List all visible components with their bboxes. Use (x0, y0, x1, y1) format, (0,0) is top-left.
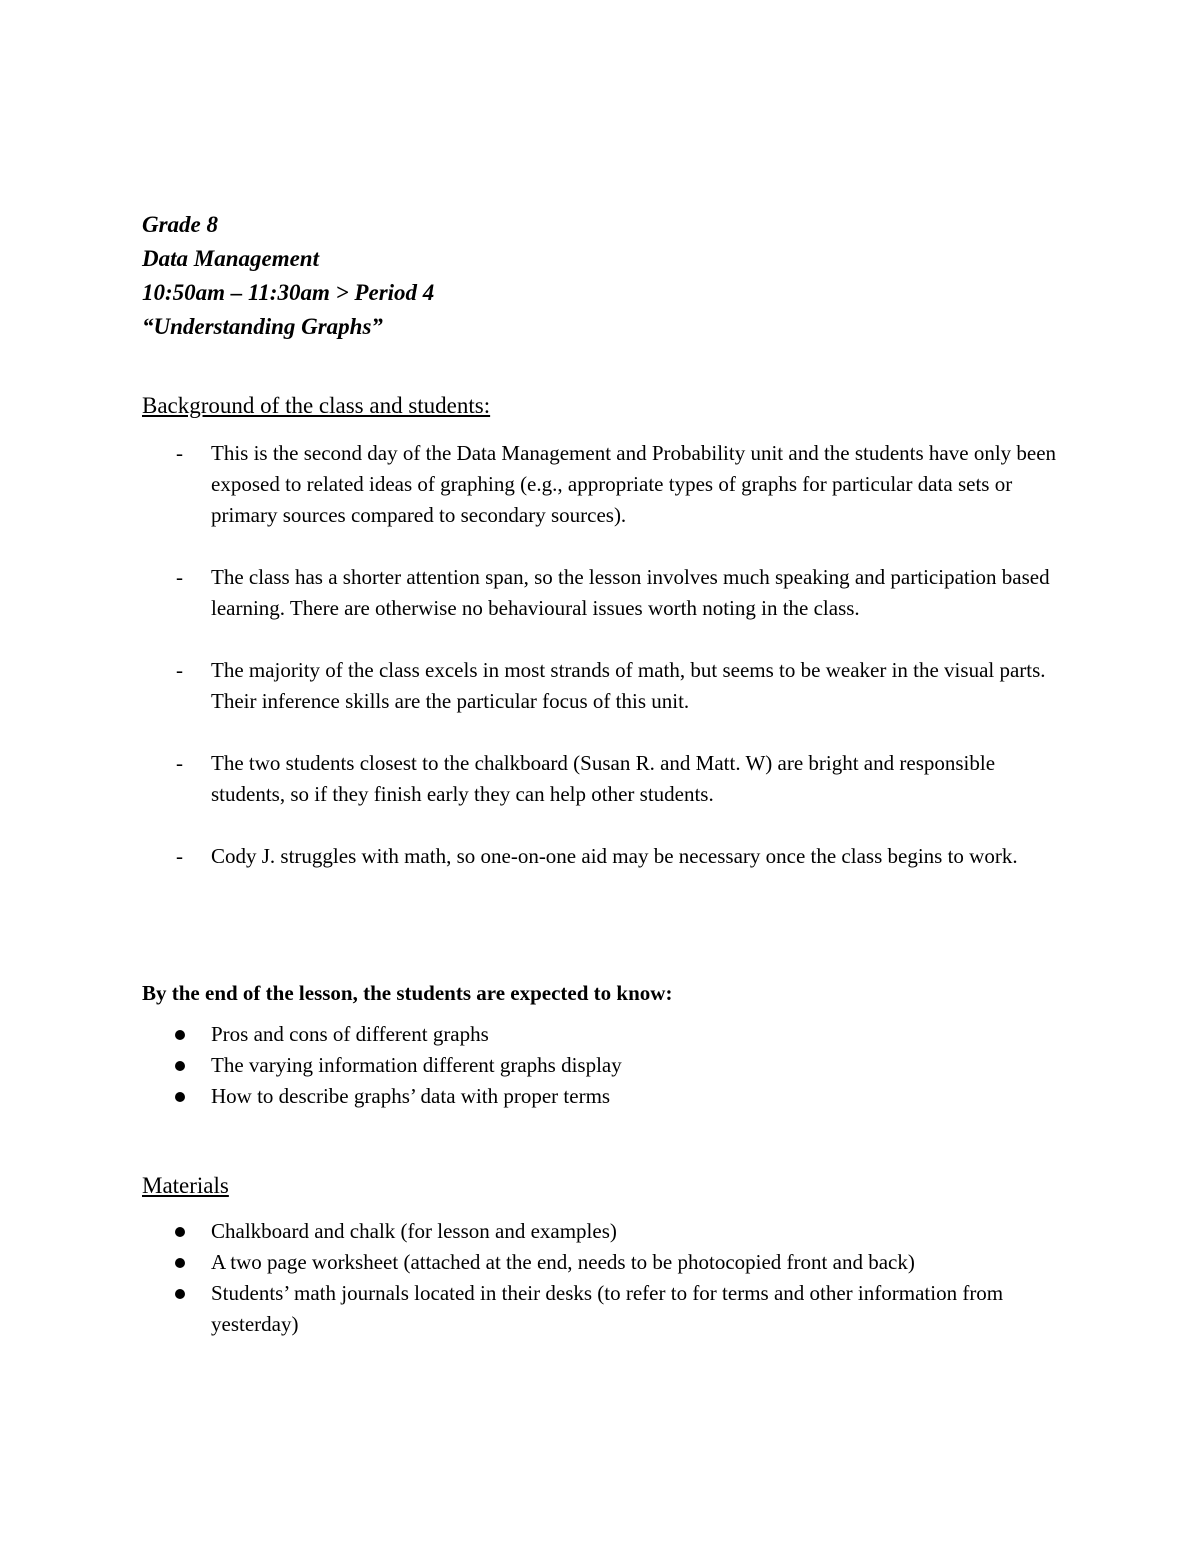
materials-list (142, 1216, 1072, 1340)
list-item (142, 841, 1072, 872)
dash-marker: - (176, 565, 183, 589)
list-item-text: How to describe graphs’ data with proper terms (211, 1084, 611, 1108)
list-item-text: Students’ math journals located in their desks (to refer to for terms and other information from yesterday) (211, 1281, 1004, 1336)
list-item (142, 1019, 1072, 1050)
list-item (142, 655, 1072, 717)
list-item-text: Chalkboard and chalk (for lesson and examples) (211, 1219, 617, 1243)
lesson-header (142, 208, 1042, 344)
list-item-text: The two students closest to the chalkboard (Susan R. and Matt. W) are bright and responsible students, so if they finish early they can help other students. (211, 751, 996, 806)
list-item (142, 1247, 1072, 1278)
list-item-text: The varying information different graphs display (211, 1053, 622, 1077)
materials-heading: Materials (142, 1173, 229, 1198)
bullet-icon (175, 1289, 185, 1299)
grade-label: Grade 8 (142, 212, 219, 237)
bullet-icon (175, 1061, 185, 1071)
expectations-heading: By the end of the lesson, the students are expected to know: (142, 981, 673, 1005)
bullet-icon (175, 1030, 185, 1040)
dash-marker: - (176, 844, 183, 868)
subject-label: Data Management (142, 246, 319, 271)
lesson-title: “Understanding Graphs” (142, 314, 383, 339)
list-item-text: The class has a shorter attention span, so the lesson involves much speaking and participation based learning. There are otherwise no behavioural issues worth noting in the class. (211, 565, 1050, 620)
bullet-icon (175, 1258, 185, 1268)
expectations-list (142, 1019, 1072, 1112)
dash-marker: - (176, 751, 183, 775)
list-item-text: Cody J. struggles with math, so one-on-one aid may be necessary once the class begins to work. (211, 844, 1018, 868)
list-item (142, 1081, 1072, 1112)
list-item (142, 748, 1072, 810)
bullet-icon (175, 1092, 185, 1102)
dash-marker: - (176, 658, 183, 682)
list-item-text: Pros and cons of different graphs (211, 1022, 489, 1046)
bullet-icon (175, 1227, 185, 1237)
dash-marker: - (176, 441, 183, 465)
list-item (142, 1278, 1072, 1340)
background-list (142, 438, 1072, 903)
list-item (142, 438, 1072, 531)
list-item-text: The majority of the class excels in most strands of math, but seems to be weaker in the visual parts. Their inference skills are the particular focus of this unit. (211, 658, 1046, 713)
background-heading: Background of the class and students: (142, 393, 491, 418)
list-item (142, 1050, 1072, 1081)
list-item-text: This is the second day of the Data Management and Probability unit and the students have only been exposed to related ideas of graphing (e.g., appropriate types of graphs for particular data sets or primary sources compared to secondary sources). (211, 441, 1057, 527)
list-item (142, 562, 1072, 624)
time-period-label: 10:50am – 11:30am > Period 4 (142, 280, 435, 305)
list-item (142, 1216, 1072, 1247)
list-item-text: A two page worksheet (attached at the end, needs to be photocopied front and back) (211, 1250, 915, 1274)
